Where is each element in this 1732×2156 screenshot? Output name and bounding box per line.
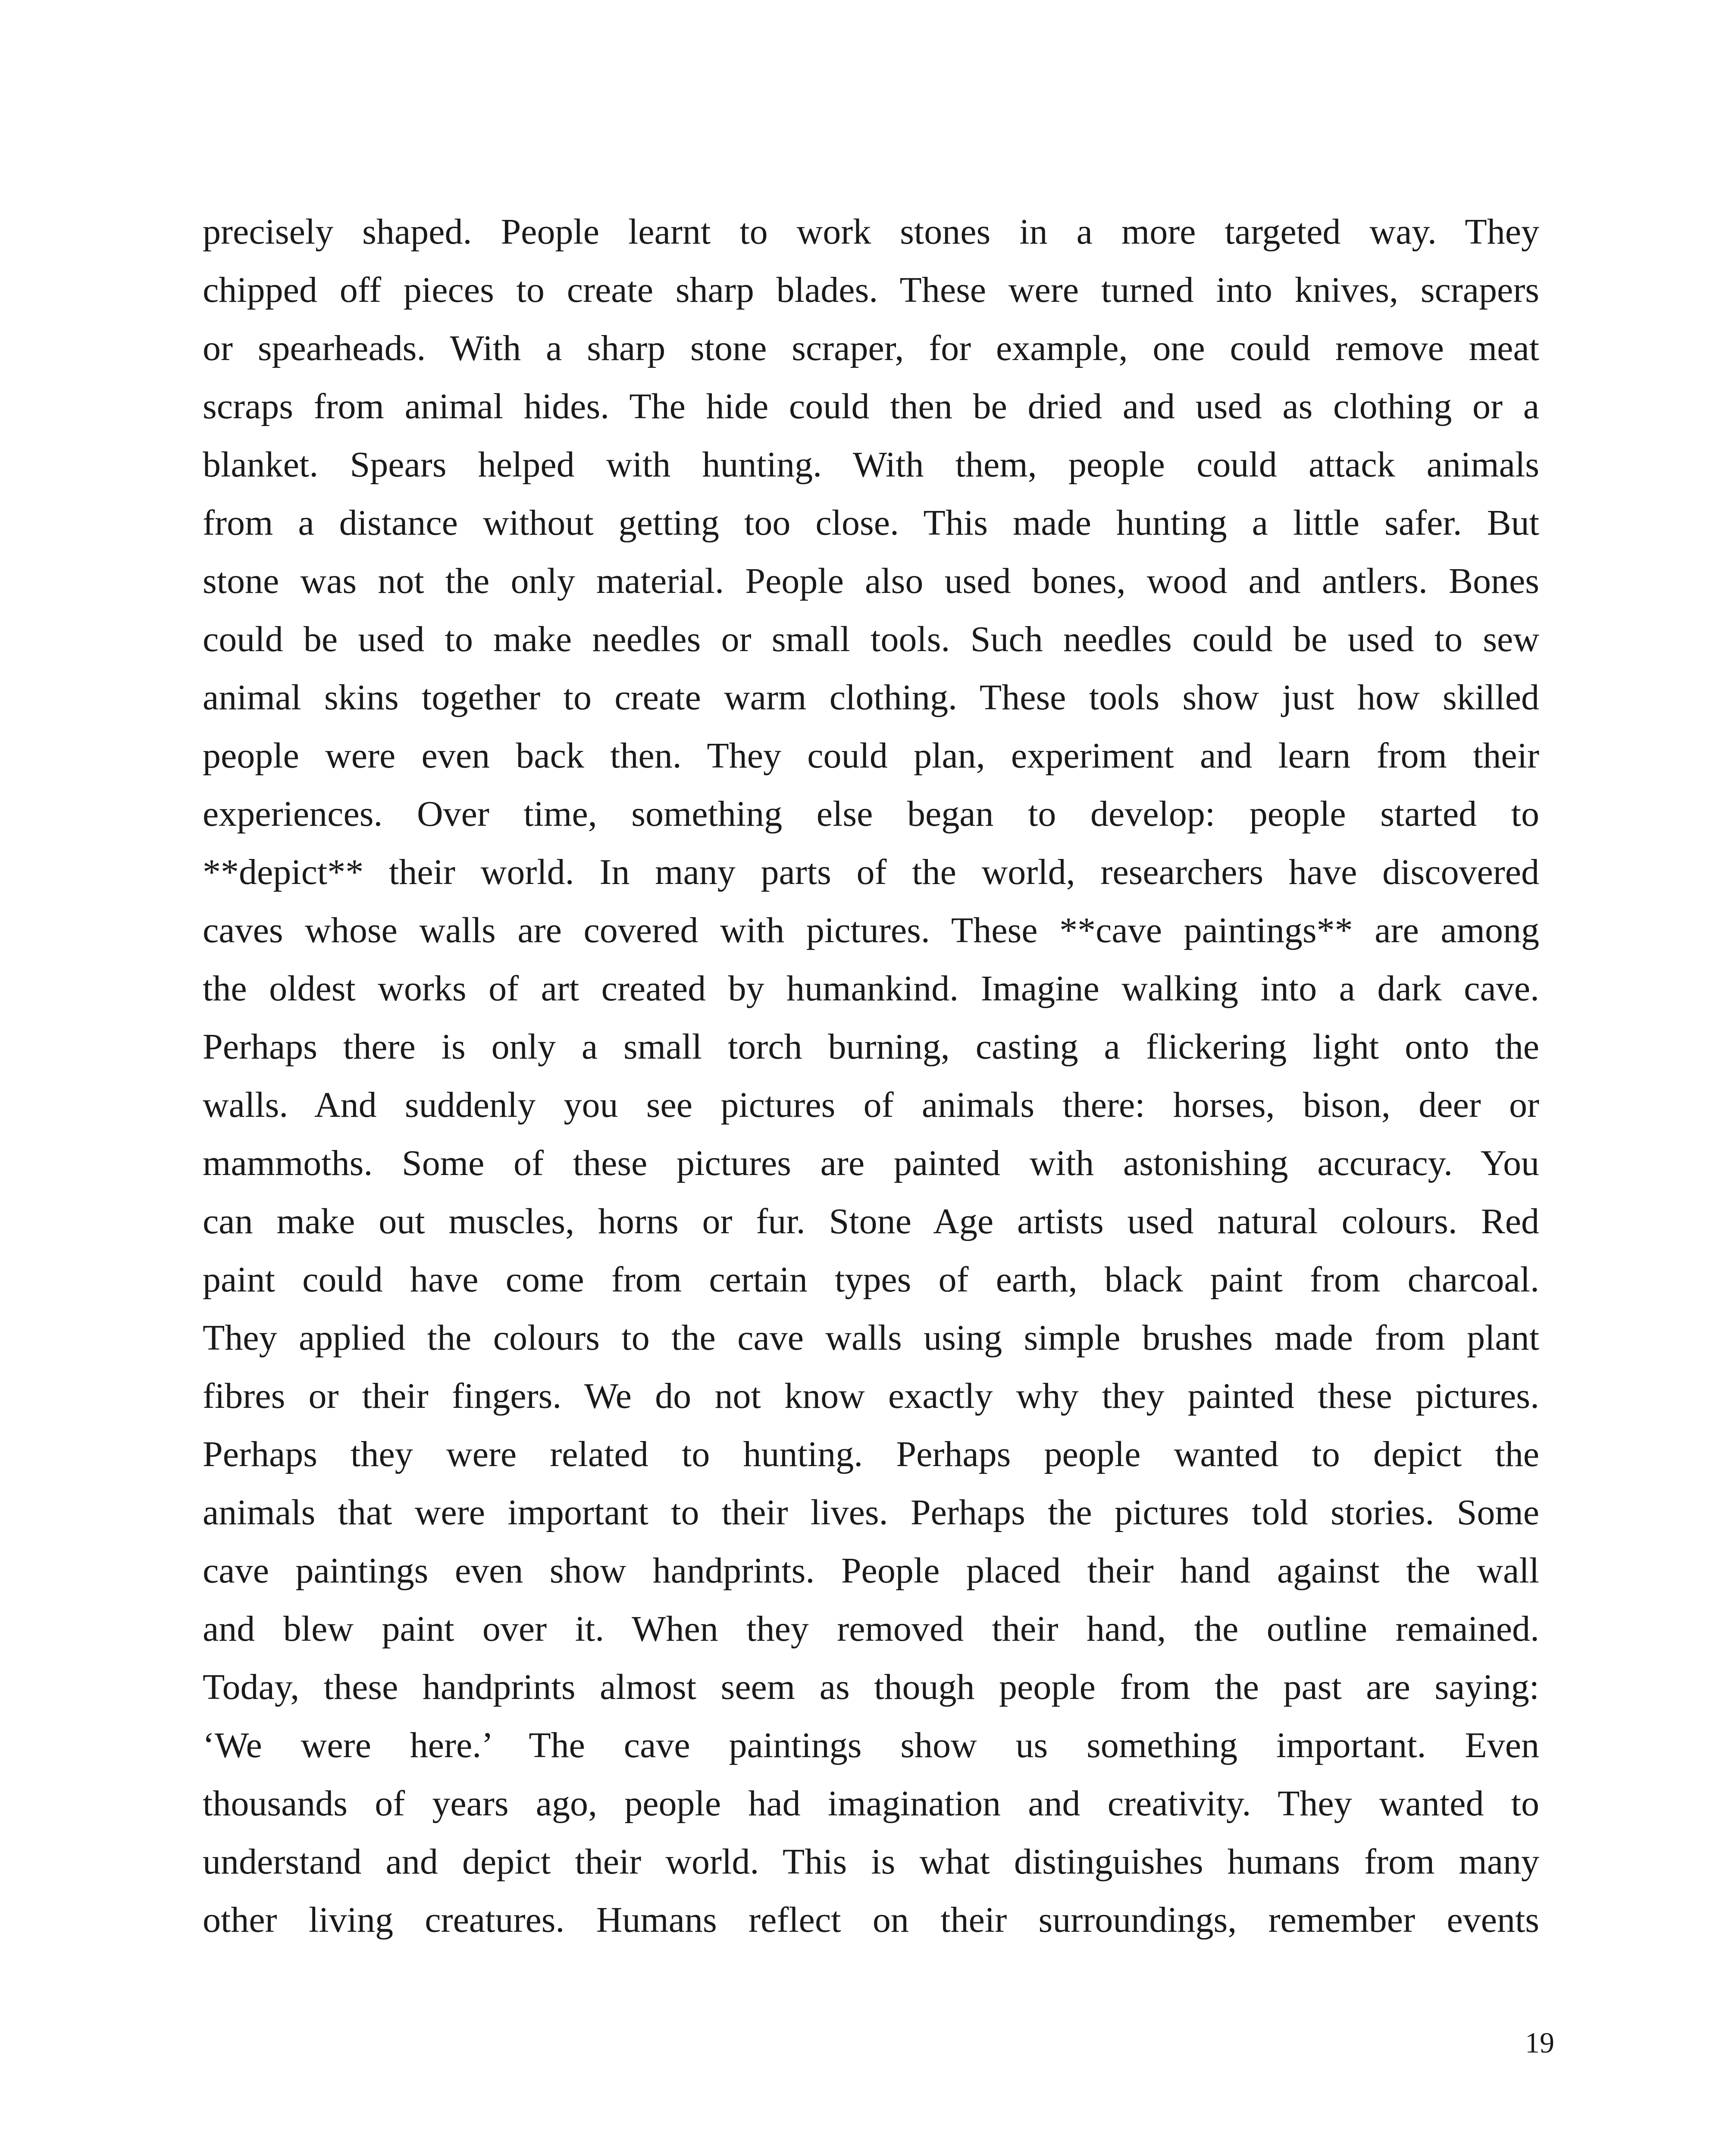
text-line: or spearheads. With a sharp stone scraper, for example, one could remove meat (203, 328, 1539, 368)
text-line: and blew paint over it. When they removed their hand, the outline remained. (203, 1609, 1539, 1649)
text-line: people were even back then. They could plan, experiment and learn from their (203, 736, 1539, 776)
text-line: animals that were important to their lives. Perhaps the pictures told stories. Some (203, 1492, 1539, 1532)
text-line: thousands of years ago, people had imagination and creativity. They wanted to (203, 1783, 1539, 1824)
text-line: Perhaps they were related to hunting. Perhaps people wanted to depict the (203, 1434, 1539, 1474)
text-line: animal skins together to create warm clothing. These tools show just how skilled (203, 677, 1539, 718)
text-line: Perhaps there is only a small torch burning, casting a flickering light onto the (203, 1027, 1539, 1067)
text-line: mammoths. Some of these pictures are painted with astonishing accuracy. You (203, 1143, 1539, 1183)
text-line: fibres or their fingers. We do not know exactly why they painted these pictures. (203, 1376, 1539, 1416)
text-line: chipped off pieces to create sharp blades. These were turned into knives, scrapers (203, 270, 1539, 310)
text-line: experiences. Over time, something else began to develop: people started to (203, 794, 1539, 834)
text-line: stone was not the only material. People also used bones, wood and antlers. Bones (203, 561, 1539, 601)
text-line: could be used to make needles or small tools. Such needles could be used to sew (203, 619, 1539, 659)
text-line: Today, these handprints almost seem as though people from the past are saying: (203, 1667, 1539, 1707)
text-line: They applied the colours to the cave walls using simple brushes made from plant (203, 1318, 1539, 1358)
text-line: paint could have come from certain types of earth, black paint from charcoal. (203, 1260, 1539, 1300)
page-number: 19 (1525, 2026, 1554, 2059)
text-line: cave paintings even show handprints. People placed their hand against the wall (203, 1551, 1539, 1591)
text-line: understand and depict their world. This is what distinguishes humans from many (203, 1842, 1539, 1882)
body-paragraph (203, 203, 1539, 1949)
text-line: precisely shaped. People learnt to work stones in a more targeted way. They (203, 212, 1539, 252)
text-line: scraps from animal hides. The hide could then be dried and used as clothing or a (203, 386, 1539, 426)
text-line: caves whose walls are covered with pictures. These **cave paintings** are among (203, 910, 1539, 950)
text-line: the oldest works of art created by humankind. Imagine walking into a dark cave. (203, 968, 1539, 1009)
text-line: from a distance without getting too close. This made hunting a little safer. But (203, 503, 1539, 543)
text-line: ‘We were here.’ The cave paintings show us something important. Even (203, 1725, 1539, 1765)
text-line: other living creatures. Humans reflect on their surroundings, remember events (203, 1900, 1539, 1940)
text-line: walls. And suddenly you see pictures of animals there: horses, bison, deer or (203, 1085, 1539, 1125)
text-line: can make out muscles, horns or fur. Stone Age artists used natural colours. Red (203, 1201, 1539, 1241)
text-line: blanket. Spears helped with hunting. With them, people could attack animals (203, 445, 1539, 485)
text-line: **depict** their world. In many parts of the world, researchers have discovered (203, 852, 1539, 892)
